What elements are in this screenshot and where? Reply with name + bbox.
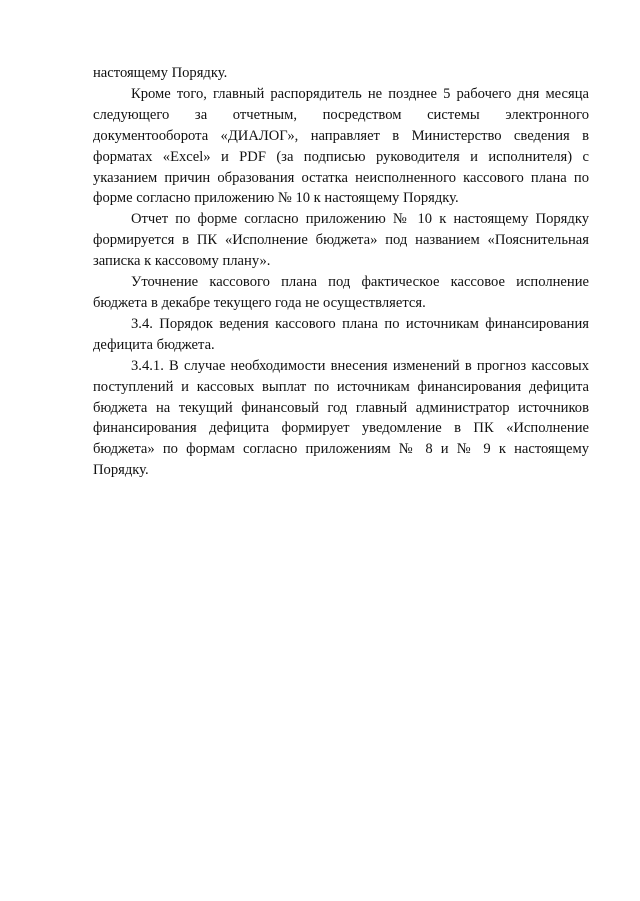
section-heading-3-4: 3.4. Порядок ведения кассового плана по источникам финансирования дефицита бюджета. [93, 315, 589, 353]
paragraph-report-form: Отчет по форме согласно приложению № 10 к настоящему Порядку формируется в ПК «Исполнение бюджета» под названием «Пояснительная записка к кассовому плану». [93, 211, 589, 270]
paragraph-3-4-1: 3.4.1. В случае необходимости внесения изменений в прогноз кассовых поступлений и кассовых выплат по источникам финансирования дефицита бюджета на текущий финансовый год главный администратор источников финансирования дефицита формирует уведомление в ПК «Исполнение бюджета» по формам согласно приложениям № 8 и № 9 к настоящему Порядку. [93, 357, 589, 479]
paragraph-december-note: Уточнение кассового плана под фактическое кассовое исполнение бюджета в декабре текущего года не осуществляется. [93, 274, 589, 311]
paragraph-dialog-report: Кроме того, главный распорядитель не позднее 5 рабочего дня месяца следующего за отчетным, посредством системы электронного документооборота «ДИАЛОГ», направляет в Министерство сведения в форматах «Excel» и PDF (за подписью руководителя и исполнителя) с указанием причин образования остатка неисполненного кассового плана по форме согласно приложению № 10 к настоящему Порядку. [93, 85, 589, 207]
document-body [93, 63, 589, 481]
paragraph-continuation: настоящему Порядку. [93, 65, 228, 81]
